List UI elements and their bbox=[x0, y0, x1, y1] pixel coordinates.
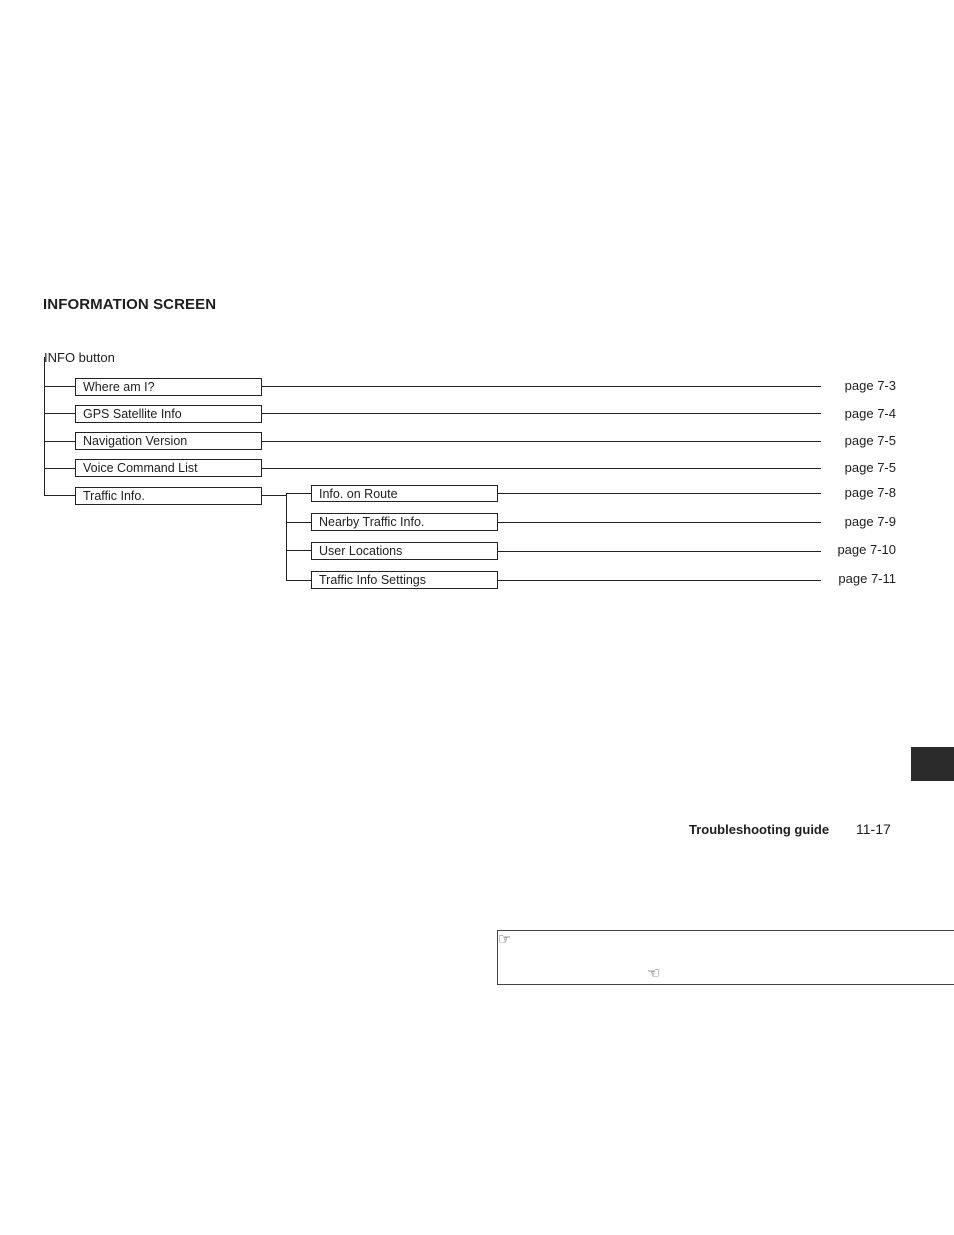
leader-line bbox=[262, 413, 821, 414]
pointing-hand-right-icon: ☞ bbox=[498, 931, 512, 948]
branch-line bbox=[44, 495, 75, 496]
menu-item-voice-command-list: Voice Command List bbox=[75, 459, 262, 477]
page-ref: page 7-5 bbox=[844, 460, 896, 475]
submenu-item-user-locations: User Locations bbox=[311, 542, 498, 560]
menu-item-navigation-version: Navigation Version bbox=[75, 432, 262, 450]
menu-item-traffic-info: Traffic Info. bbox=[75, 487, 262, 505]
menu-item-gps-satellite-info: GPS Satellite Info bbox=[75, 405, 262, 423]
branch-line bbox=[262, 495, 286, 496]
branch-line bbox=[286, 493, 311, 494]
leader-line bbox=[262, 468, 821, 469]
root-label-info-button: INFO button bbox=[44, 350, 115, 365]
leader-line bbox=[498, 522, 821, 523]
pointing-hand-left-icon: ☜ bbox=[647, 965, 661, 982]
branch-line bbox=[44, 386, 75, 387]
page-ref: page 7-8 bbox=[844, 485, 896, 500]
page-ref: page 7-9 bbox=[844, 514, 896, 529]
branch-line bbox=[286, 522, 311, 523]
leader-line bbox=[498, 493, 821, 494]
branch-line bbox=[286, 580, 311, 581]
footer-page-number: 11-17 bbox=[856, 821, 891, 837]
submenu-item-nearby-traffic-info: Nearby Traffic Info. bbox=[311, 513, 498, 531]
note-box bbox=[497, 930, 954, 985]
menu-item-where-am-i: Where am I? bbox=[75, 378, 262, 396]
page-ref: page 7-5 bbox=[844, 433, 896, 448]
page-ref: page 7-4 bbox=[844, 406, 896, 421]
submenu-trunk-line bbox=[286, 493, 287, 581]
page-ref: page 7-11 bbox=[838, 571, 896, 586]
tree-trunk-line bbox=[44, 357, 45, 495]
footer-chapter-title: Troubleshooting guide bbox=[689, 822, 830, 837]
submenu-item-traffic-info-settings: Traffic Info Settings bbox=[311, 571, 498, 589]
leader-line bbox=[262, 386, 821, 387]
leader-line bbox=[498, 551, 821, 552]
branch-line bbox=[44, 468, 75, 469]
submenu-item-info-on-route: Info. on Route bbox=[311, 485, 498, 502]
page-ref: page 7-3 bbox=[844, 378, 896, 393]
branch-line bbox=[286, 550, 311, 551]
chapter-tab-marker bbox=[911, 747, 954, 781]
branch-line bbox=[44, 441, 75, 442]
leader-line bbox=[498, 580, 821, 581]
branch-line bbox=[44, 413, 75, 414]
page-ref: page 7-10 bbox=[837, 542, 896, 557]
leader-line bbox=[262, 441, 821, 442]
section-title: INFORMATION SCREEN bbox=[43, 296, 217, 313]
